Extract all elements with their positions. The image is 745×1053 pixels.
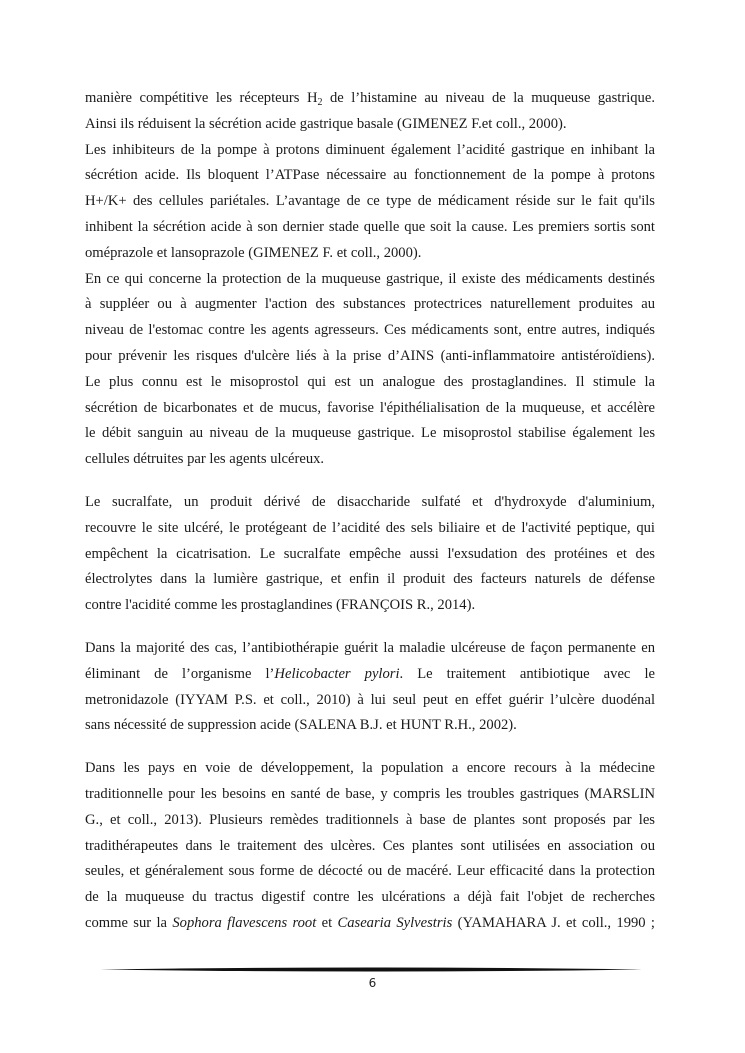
text-line: seules, et généralement sous forme de décocté ou de macéré. Leur efficacité dans la protection	[85, 863, 655, 880]
text-line: Le sucralfate, un produit dérivé de disaccharide sulfaté et d'hydroxyde d'aluminium,	[85, 493, 655, 510]
text-line: tradithérapeutes dans le traitement des ulcères. Ces plantes sont utilisées en association ou	[85, 837, 655, 854]
text-line: H+/K+ des cellules pariétales. L’avantage de ce type de médicament réside sur le fait qu'ils	[85, 193, 655, 210]
text-span: manière compétitive les récepteurs H	[85, 90, 318, 106]
text-span: et	[316, 914, 338, 931]
text-line: Les inhibiteurs de la pompe à protons diminuent également l’acidité gastrique en inhibant la	[85, 141, 655, 158]
text-line: Le plus connu est le misoprostol qui est un analogue des prostaglandines. Il stimule la	[85, 373, 655, 390]
text-line	[85, 911, 655, 937]
paragraph	[85, 138, 655, 267]
text-line: sécrétion de bicarbonates et de mucus, favorise l'épithélialisation de la muqueuse, et accélère	[85, 399, 655, 416]
italic-text: Sophora flavescens root	[172, 914, 317, 931]
document-body	[85, 86, 655, 937]
text-line: Ainsi ils réduisent la sécrétion acide gastrique basale (GIMENEZ F.et coll., 2000).	[85, 115, 567, 132]
italic-text: Helicobacter pylori	[274, 665, 400, 682]
text-line	[85, 662, 655, 688]
text-line: recouvre le site ulcéré, le protégeant de l’acidité des sels biliaire et de l'activité peptique, qui	[85, 519, 655, 536]
text-line: cellules détruites par les agents ulcéreux.	[85, 451, 325, 468]
text-span: éliminant de l’organisme l’	[85, 665, 275, 682]
text-line: traditionnelle pour les besoins en santé de base, y compris les troubles gastriques (MARSLIN	[85, 785, 655, 802]
italic-text: Casearia Sylvestris	[337, 914, 453, 931]
text-line: empêchent la cicatrisation. Le sucralfate empêche aussi l'exsudation des protéines et des	[85, 545, 655, 562]
paragraph	[85, 86, 655, 138]
text-line: pour prévenir les risques d'ulcère liés à la prise d’AINS (anti-inflammatoire antistéroïdiens).	[85, 347, 655, 364]
text-line: contre l'acidité comme les prostaglandines (FRANÇOIS R., 2014).	[85, 597, 476, 614]
text-span: comme sur la	[85, 914, 173, 931]
text-line: sans nécessité de suppression acide (SALENA B.J. et HUNT R.H., 2002).	[85, 717, 517, 734]
text-line: G., et coll., 2013). Plusieurs remèdes traditionnels à base de plantes sont proposés par les	[85, 811, 655, 828]
text-line: électrolytes dans la lumière gastrique, et enfin il produit des facteurs naturels de défense	[85, 571, 655, 588]
paragraph	[85, 267, 655, 473]
page-number: 6	[368, 976, 377, 990]
text-span: . Le traitement antibiotique avec le	[399, 665, 655, 682]
text-span: de l’histamine au niveau de la muqueuse gastrique.	[322, 90, 655, 106]
text-line: metronidazole (IYYAM P.S. et coll., 2010) à lui seul peut en effet guérir l’ulcère duodénal	[85, 691, 655, 708]
text-line: Dans les pays en voie de développement, la population a encore recours à la médecine	[85, 760, 655, 777]
text-line: le débit sanguin au niveau de la muqueuse gastrique. Le misoprostol stabilise également les	[85, 425, 655, 442]
text-line: de la muqueuse du tractus digestif contre les ulcérations a déjà fait l'objet de recherches	[85, 889, 655, 906]
subscript: 2	[317, 97, 323, 108]
text-line: Dans la majorité des cas, l’antibiothérapie guérit la maladie ulcéreuse de façon permanente en	[85, 639, 655, 656]
text-line: niveau de l'estomac contre les agents agresseurs. Ces médicaments sont, entre autres, indiqués	[85, 322, 655, 339]
text-line: sécrétion acide. Ils bloquent l’ATPase nécessaire au fonctionnement de la pompe à protons	[85, 167, 655, 184]
text-line: inhibent la sécrétion acide à son dernier stade quelle que soit la cause. Les premiers sortis sont	[85, 218, 655, 235]
footer-rule	[100, 967, 642, 972]
paragraph	[85, 636, 655, 739]
paragraph	[85, 756, 655, 937]
text-span: (YAMAHARA J. et coll., 1990 ;	[452, 914, 655, 931]
paragraph	[85, 490, 655, 619]
text-line	[85, 86, 655, 112]
text-line: oméprazole et lansoprazole (GIMENEZ F. et coll., 2000).	[85, 244, 422, 261]
text-line: à suppléer ou à augmenter l'action des substances protectrices naturellement produites au	[85, 296, 655, 313]
text-line: En ce qui concerne la protection de la muqueuse gastrique, il existe des médicaments destinés	[85, 270, 655, 287]
